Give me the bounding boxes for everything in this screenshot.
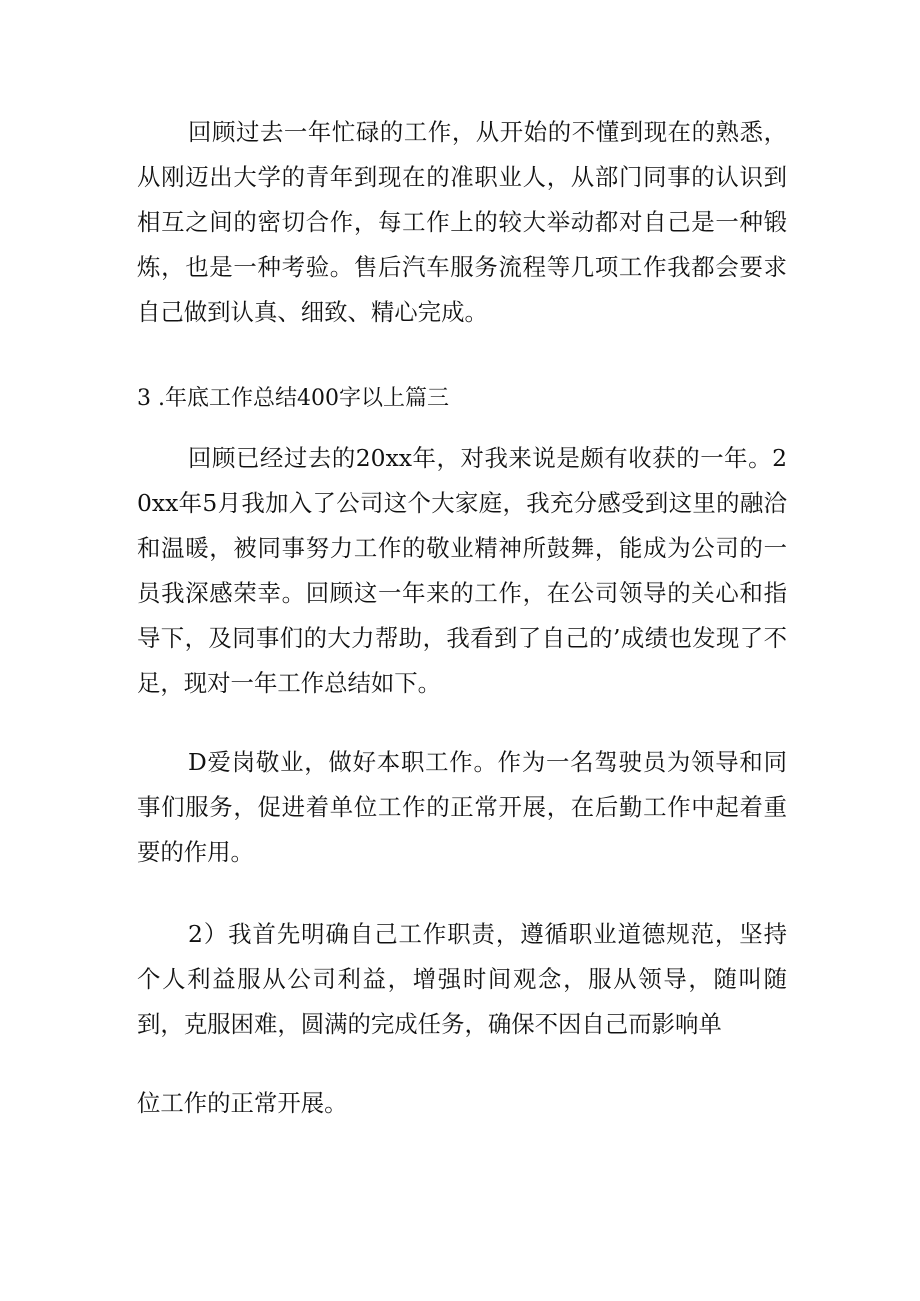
section-heading: 3 .年底工作总结400字以上篇三: [137, 386, 449, 411]
paragraph-review-20xx: 回顾已经过去的20xx年，对我来说是颇有收获的一年。20xx年5月我加入了公司这个大家庭，我充分感受到这里的融洽和温暖，被同事努力工作的敬业精神所鼓舞，能成为公司的一员我深感荣幸。回顾这一年来的工作，在公司领导的关心和指导下，及同事们的大力帮助，我看到了自己的’成绩也发现了不足，现对一年工作总结如下。: [137, 444, 787, 697]
paragraph-item-2: 2）我首先明确自己工作职责，遵循职业道德规范，坚持个人利益服从公司利益，增强时间观念，服从领导，随叫随到，克服困难，圆满的完成任务，确保不因自己而影响单: [137, 920, 787, 1038]
paragraph-continuation: 位工作的正常开展。: [137, 1089, 348, 1117]
paragraph-item-1: D爱岗敬业，做好本职工作。作为一名驾驶员为领导和同事们服务，促进着单位工作的正常开展，在后勤工作中起着重要的作用。: [137, 748, 787, 866]
paragraph-review-past-year: 回顾过去一年忙碌的工作，从开始的不懂到现在的熟悉，从刚迈出大学的青年到现在的准职业人，从部门同事的认识到相互之间的密切合作，每工作上的较大举动都对自己是一种锻炼，也是一种考验。售后汽车服务流程等几项工作我都会要求自己做到认真、细致、精心完成。: [137, 118, 787, 326]
